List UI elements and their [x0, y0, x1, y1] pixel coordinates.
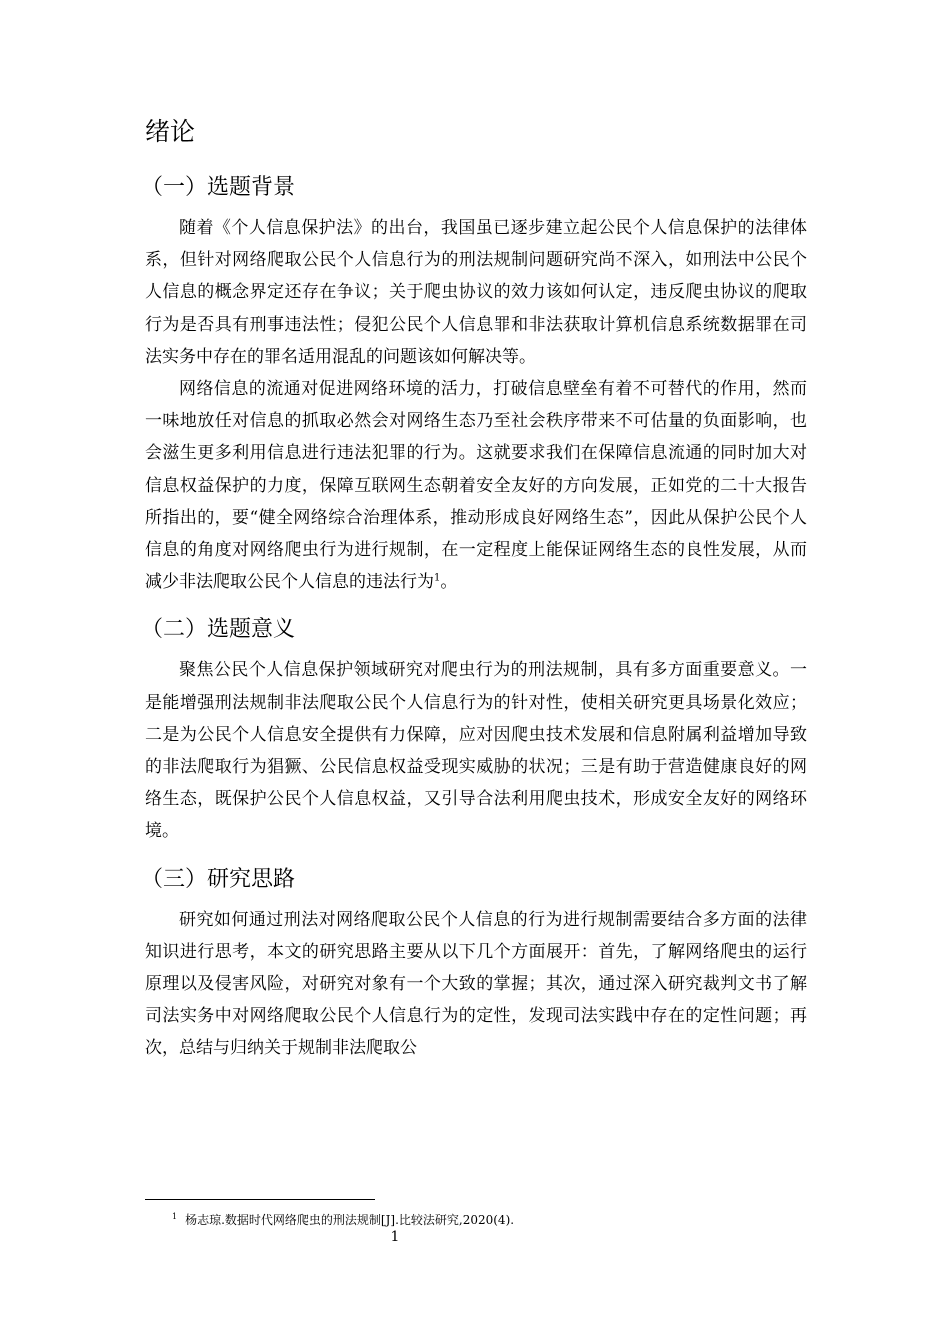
paragraph-background-1: 随着《个人信息保护法》的出台，我国虽已逐步建立起公民个人信息保护的法律体系，但针对网络爬取公民个人信息行为的刑法规制问题研究尚不深入，如刑法中公民个人信息的概念界定还存在争议；关于爬虫协议的效力该如何认定，违反爬虫协议的爬取行为是否具有刑事违法性；侵犯公民个人信息罪和非法获取计算机信息系统数据罪在司法实务中存在的罪名适用混乱的问题该如何解决等。 — [145, 218, 807, 367]
section-heading-significance: （二）选题意义 — [141, 617, 296, 643]
section-gap — [145, 598, 807, 612]
footnote-reference[interactable]: 1 — [434, 572, 441, 584]
section-gap — [145, 848, 807, 862]
page-number: 1 — [390, 1229, 400, 1245]
footnote — [172, 1208, 514, 1229]
paragraph-background-2 — [145, 373, 807, 598]
paragraph-background-2-text: 网络信息的流通对促进网络环境的活力，打破信息壁垒有着不可替代的作用，然而一味地放任对信息的抓取必然会对网络生态乃至社会秩序带来不可估量的负面影响，也会滋生更多利用信息进行违法犯罪的行为。这就要求我们在保障信息流通的同时加大对信息权益保护的力度，保障互联网生态朝着安全友好的方向发展，正如党的二十大报告所指出的，要“健全网络综合治理体系，推动形成良好网络生态”，因此从保护公民个人信息的角度对网络爬虫行为进行规制，在一定程度上能保证网络生态的良性发展，从而减少非法爬取公民个人信息的违法行为 — [145, 379, 807, 593]
section-heading-research-approach: （三）研究思路 — [141, 866, 296, 892]
footnote-separator — [145, 1199, 375, 1200]
footnote-text: 杨志琼.数据时代网络爬虫的刑法规制[J].比较法研究,2020(4). — [185, 1213, 515, 1227]
section-heading-background: （一）选题背景 — [141, 175, 296, 200]
paragraph-research-approach-1: 研究如何通过刑法对网络爬取公民个人信息的行为进行规制需要结合多方面的法律知识进行思考，本文的研究思路主要从以下几个方面展开：首先，了解网络爬虫的运行原理以及侵害风险，对研究对象有一个大致的掌握；其次，通过深入研究裁判文书了解司法实务中对网络爬取公民个人信息行为的定性，发现司法实践中存在的定性问题；再次，总结与归纳关于规制非法爬取公 — [145, 909, 807, 1059]
page-content — [141, 112, 807, 1065]
footnote-marker: 1 — [172, 1212, 178, 1221]
chapter-title: 绪论 — [145, 117, 196, 146]
paragraph-significance-1: 聚焦公民个人信息保护领域研究对爬虫行为的刑法规制，具有多方面重要意义。一是能增强刑法规制非法爬取公民个人信息行为的针对性，使相关研究更具场景化效应；二是为公民个人信息安全提供有力保障，应对因爬虫技术发展和信息附属利益增加导致的非法爬取行为猖獗、公民信息权益受现实威胁的状况；三是有助于营造健康良好的网络生态，既保护公民个人信息权益，又引导合法利用爬虫技术，形成安全友好的网络环境。 — [145, 660, 807, 842]
paragraph-background-2-end: 。 — [440, 572, 458, 593]
